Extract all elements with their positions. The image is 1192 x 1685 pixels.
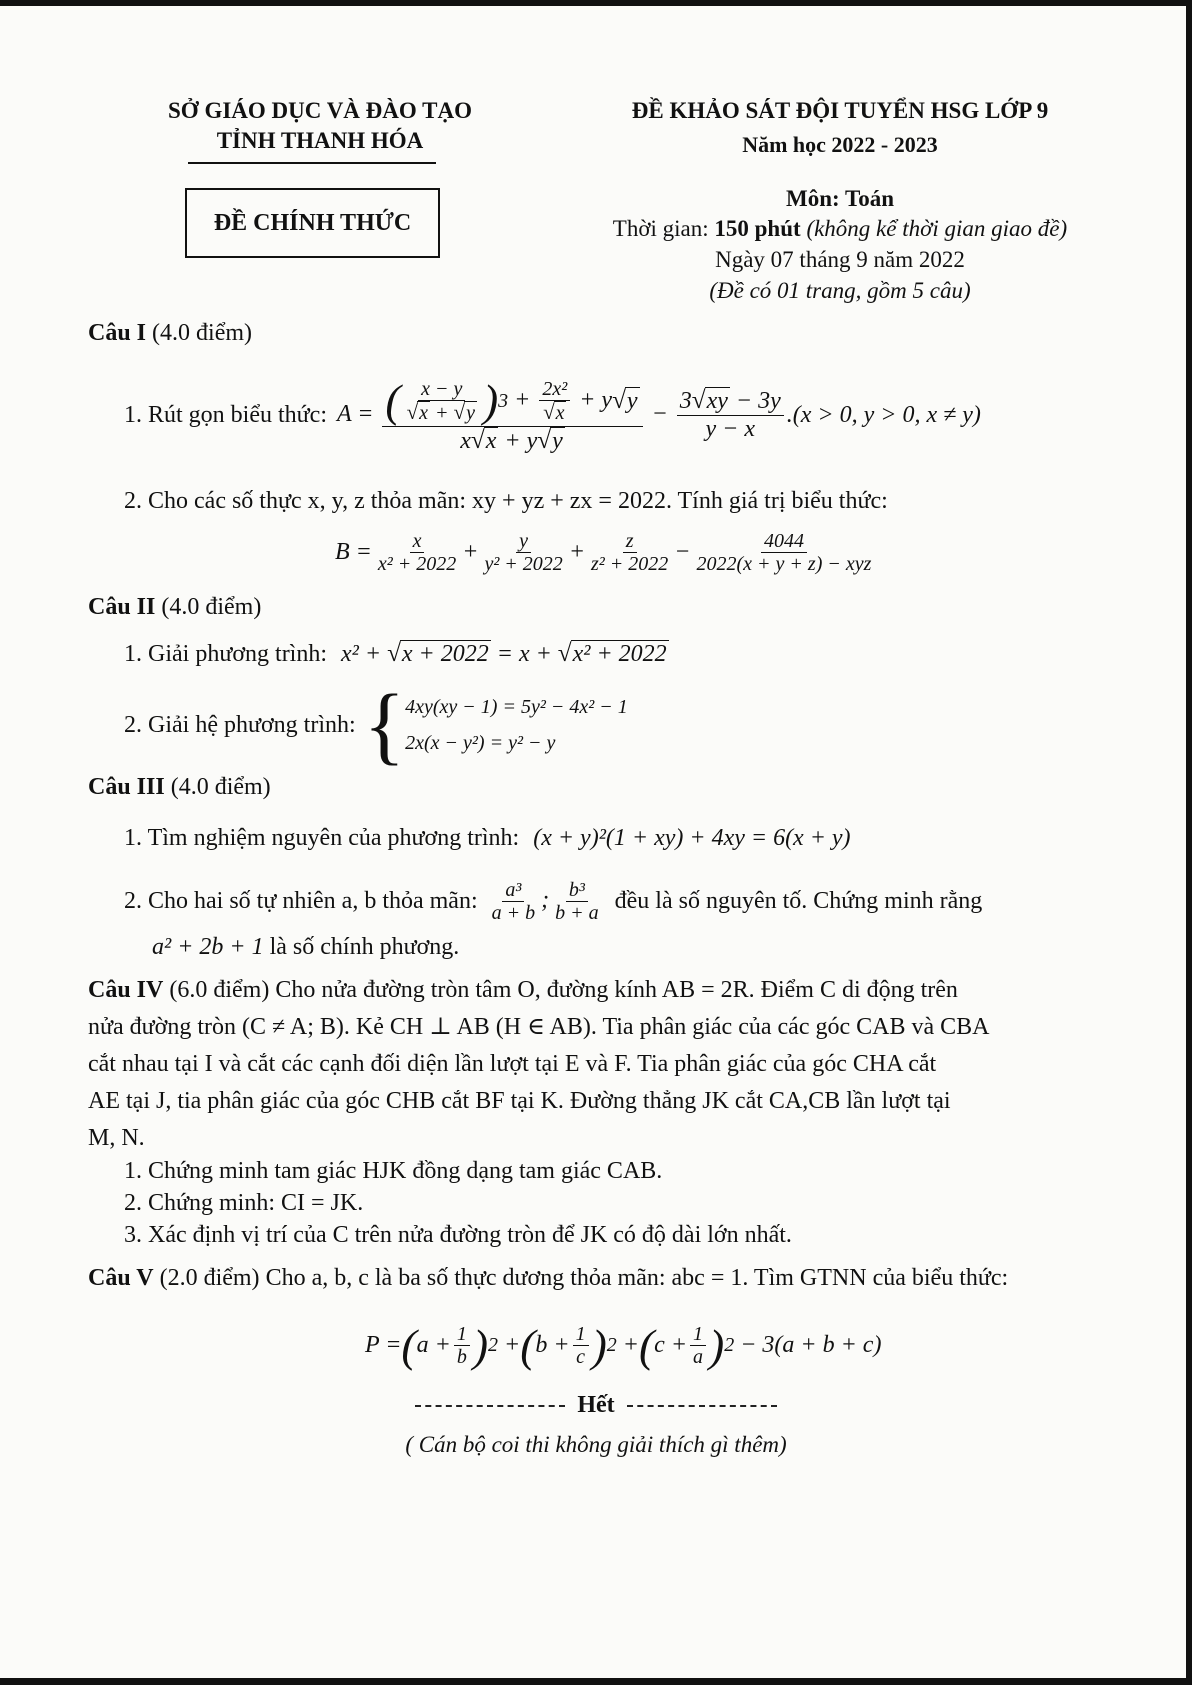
question-4-title: Câu IV xyxy=(88,977,164,1003)
q3-square-expr: a² + 2b + 1 xyxy=(152,934,264,960)
question-5-title: Câu V xyxy=(88,1265,154,1291)
end-dash-right xyxy=(627,1405,777,1407)
question-1-heading xyxy=(88,320,252,347)
question-4-item-1: 1. Chứng minh tam giác HJK đồng dạng tam giác CAB. xyxy=(124,1158,663,1184)
q4-line-4: AE tại J, tia phân giác của góc CHB cắt BF tại K. Đường thẳng JK cắt CA,CB lần lượt tại xyxy=(88,1088,951,1114)
question-3-item-2 xyxy=(124,870,982,932)
question-3-heading xyxy=(88,774,271,801)
scan-border-bottom xyxy=(0,1678,1192,1685)
q2-item1-label: 1. Giải phương trình: xyxy=(124,641,328,667)
question-1-item-1 xyxy=(124,360,981,470)
expr-A-frac2: 3 √ xy − 3y y − x xyxy=(677,387,784,442)
question-2-points: (4.0 điểm) xyxy=(161,594,262,620)
expr-P: P = ( a + $\frac{1}{b}$ ) 2 + ( b + $\frac{1}{c}$ ) 2 + ( c + $\frac{1}{a}$ ) 2 − 3(a + b + c) xyxy=(365,1319,882,1371)
q3-item2-tail: đều là số nguyên tố. Chứng minh rằng xyxy=(614,887,983,914)
question-4-points: (6.0 điểm) xyxy=(169,977,270,1003)
q4-line-5: M, N. xyxy=(88,1125,145,1151)
time-value: 150 phút xyxy=(714,216,801,241)
question-5-points: (2.0 điểm) xyxy=(159,1265,260,1291)
q3-item1-label: 1. Tìm nghiệm nguyên của phương trình: xyxy=(124,825,520,851)
time-label: Thời gian: xyxy=(612,216,709,241)
end-dash-left xyxy=(415,1405,565,1407)
expr-A: A = ( x − y √ x + √ y ) 3 + 2x² √ x + y √ y x √ x + y √ y − 3 √ xy − 3y y − x xyxy=(337,376,787,455)
pages-note: (Đề có 01 trang, gồm 5 câu) xyxy=(709,278,971,303)
exam-date: Ngày 07 tháng 9 năm 2022 xyxy=(715,247,965,272)
question-4-body xyxy=(88,972,1110,1157)
system-equation-1: 4xy(xy − 1) = 5y² − 4x² − 1 xyxy=(405,696,628,718)
question-2-heading xyxy=(88,594,261,621)
question-3-title: Câu III xyxy=(88,774,165,800)
question-1-title: Câu I xyxy=(88,320,147,346)
q4-line-3: cắt nhau tại I và cắt các cạnh đối diện lần lượt tại E và F. Tia phân giác của góc CHA cắt xyxy=(88,1051,937,1077)
expr-B: B = $\frac{x}{\text{x² + 2022}}$ + $\frac{y}{\text{y² + 2022}}$ + $\frac{z}{\text{z² + 2022}}$ − $\frac{4044}{\text{2022(x + y + z) − xyz}}$ xyxy=(335,529,872,575)
question-5-body: Cho a, b, c là ba số thực dương thỏa mãn: abc = 1. Tìm GTNN của biểu thức: xyxy=(265,1265,1009,1291)
q3-fractions: $\frac{\text{a³}}{a + b}$ ; $\frac{\text{b³}}{b + a}$ xyxy=(491,878,599,924)
official-exam-box: ĐỀ CHÍNH THỨC xyxy=(185,188,440,258)
q3-item2-label: 2. Cho hai số tự nhiên a, b thỏa mãn: xyxy=(124,887,478,914)
province-name: TỈNH THANH HÓA xyxy=(216,128,424,153)
expr-A-frac1: ( x − y √ x + √ y ) 3 + 2x² √ x + y √ y x √ x + y √ y xyxy=(382,376,642,455)
subject: Môn: Toán xyxy=(785,186,894,211)
footer-note: ( Cán bộ coi thi không giải thích gì thêm) xyxy=(405,1432,787,1457)
system-brace: { xyxy=(363,676,406,773)
q3-item1-equation: (x + y)²(1 + xy) + 4xy = 6(x + y) xyxy=(533,825,851,851)
question-2-item-1 xyxy=(124,640,669,668)
question-2-title: Câu II xyxy=(88,594,156,620)
q2-item2-label: 2. Giải hệ phương trình: xyxy=(124,711,356,738)
q1-item1-condition: .(x > 0, y > 0, x ≠ y) xyxy=(786,401,981,428)
system-equation-2: 2x(x − y²) = y² − y xyxy=(405,732,556,754)
question-3-points: (4.0 điểm) xyxy=(170,774,271,800)
q1-item1-label: 1. Rút gọn biểu thức: xyxy=(124,401,327,428)
time-note: (không kể thời gian giao đề) xyxy=(806,216,1068,241)
question-3-item-1 xyxy=(124,825,851,852)
end-marker xyxy=(0,1392,1192,1419)
question-4-item-3: 3. Xác định vị trí của C trên nửa đường tròn để JK có độ dài lớn nhất. xyxy=(124,1222,792,1248)
school-year: Năm học 2022 - 2023 xyxy=(742,132,938,157)
department-name: SỞ GIÁO DỤC VÀ ĐÀO TẠO xyxy=(168,98,472,123)
scan-border-top xyxy=(0,0,1192,6)
exam-title: ĐỀ KHẢO SÁT ĐỘI TUYỂN HSG LỚP 9 xyxy=(631,98,1049,123)
time-allowed xyxy=(560,216,1120,242)
q2-equation: x² + √ x + 2022 = x + √ x² + 2022 xyxy=(341,640,667,667)
question-1-item-2: 2. Cho các số thực x, y, z thỏa mãn: xy + yz + zx = 2022. Tính giá trị biểu thức: xyxy=(124,488,888,514)
q4-line-1: Cho nửa đường tròn tâm O, đường kính AB = 2R. Điểm C di động trên xyxy=(275,977,958,1003)
question-1-points: (4.0 điểm) xyxy=(152,320,253,346)
q4-line-2: nửa đường tròn (C ≠ A; B). Kẻ CH ⊥ AB (H ∈ AB). Tia phân giác của các góc CAB và CBA xyxy=(88,1014,990,1040)
question-3-item-2-cont xyxy=(152,934,459,961)
question-5-heading xyxy=(88,1265,1008,1292)
q3-item2-line2: là số chính phương. xyxy=(269,934,460,960)
end-label: Hết xyxy=(577,1392,615,1418)
question-2-item-2 xyxy=(124,676,628,773)
header-underline xyxy=(188,162,436,164)
question-4-item-2: 2. Chứng minh: CI = JK. xyxy=(124,1190,364,1216)
